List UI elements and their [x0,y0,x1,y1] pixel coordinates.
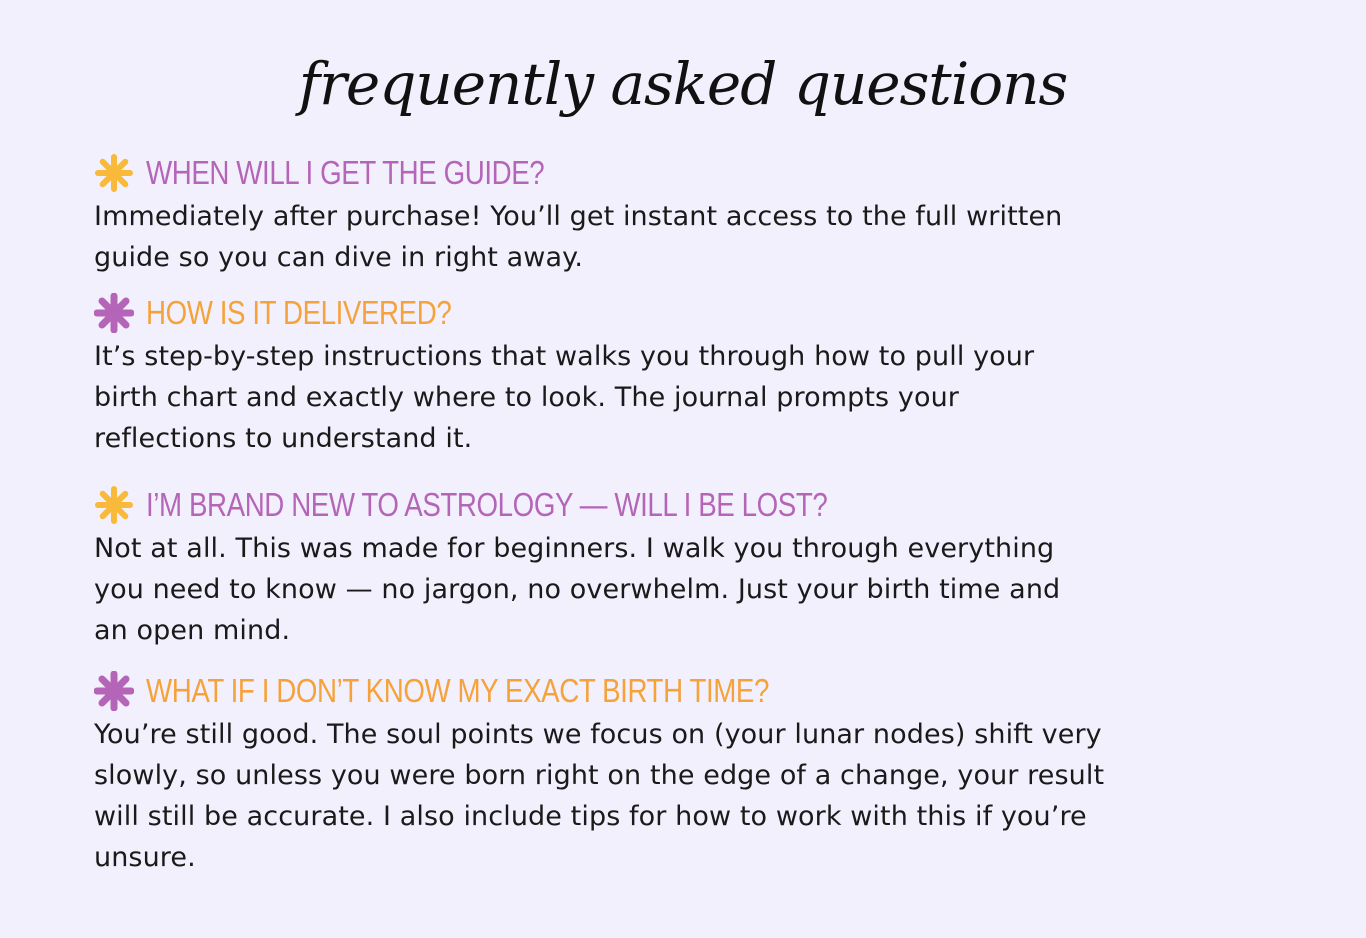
faq-answer [94,336,1274,459]
faq-answer [94,714,1274,878]
faq-question-row [94,150,1294,196]
asterisk-icon [94,293,134,333]
faq-item [94,482,1294,651]
faq-item [94,290,1294,459]
faq-question: HOW IS IT DELIVERED? [146,294,452,331]
faq-question-row [94,290,1294,336]
faq-question: I’M BRAND NEW TO ASTROLOGY — WILL I BE LOST? [146,486,828,523]
answer-line: Not at all. This was made for beginners. I walk you through everything [94,533,1055,564]
answer-line: slowly, so unless you were born right on the edge of a change, your result [94,760,1105,791]
sun-star-icon [94,485,134,525]
faq-answer [94,196,1274,278]
page-title: frequently asked questions [298,50,1068,118]
answer-line: reflections to understand it. [94,423,473,454]
sun-star-icon [94,153,134,193]
answer-line: guide so you can dive in right away. [94,242,584,273]
faq-answer [94,528,1274,651]
answer-line: an open mind. [94,615,291,646]
answer-line: Immediately after purchase! You’ll get instant access to the full written [94,201,1063,232]
answer-line: you need to know — no jargon, no overwhelm. Just your birth time and [94,574,1061,605]
answer-line: birth chart and exactly where to look. The journal prompts your [94,382,960,413]
faq-item [94,668,1294,878]
answer-line: It’s step-by-step instructions that walks you through how to pull your [94,341,1035,372]
answer-line: will still be accurate. I also include tips for how to work with this if you’re [94,801,1087,832]
faq-question: WHEN WILL I GET THE GUIDE? [146,154,545,191]
asterisk-icon [94,671,134,711]
answer-line: You’re still good. The soul points we focus on (your lunar nodes) shift very [94,719,1102,750]
faq-question: WHAT IF I DON’T KNOW MY EXACT BIRTH TIME? [146,672,769,709]
faq-question-row [94,482,1294,528]
answer-line: unsure. [94,842,196,873]
faq-question-row [94,668,1294,714]
faq-item [94,150,1294,278]
